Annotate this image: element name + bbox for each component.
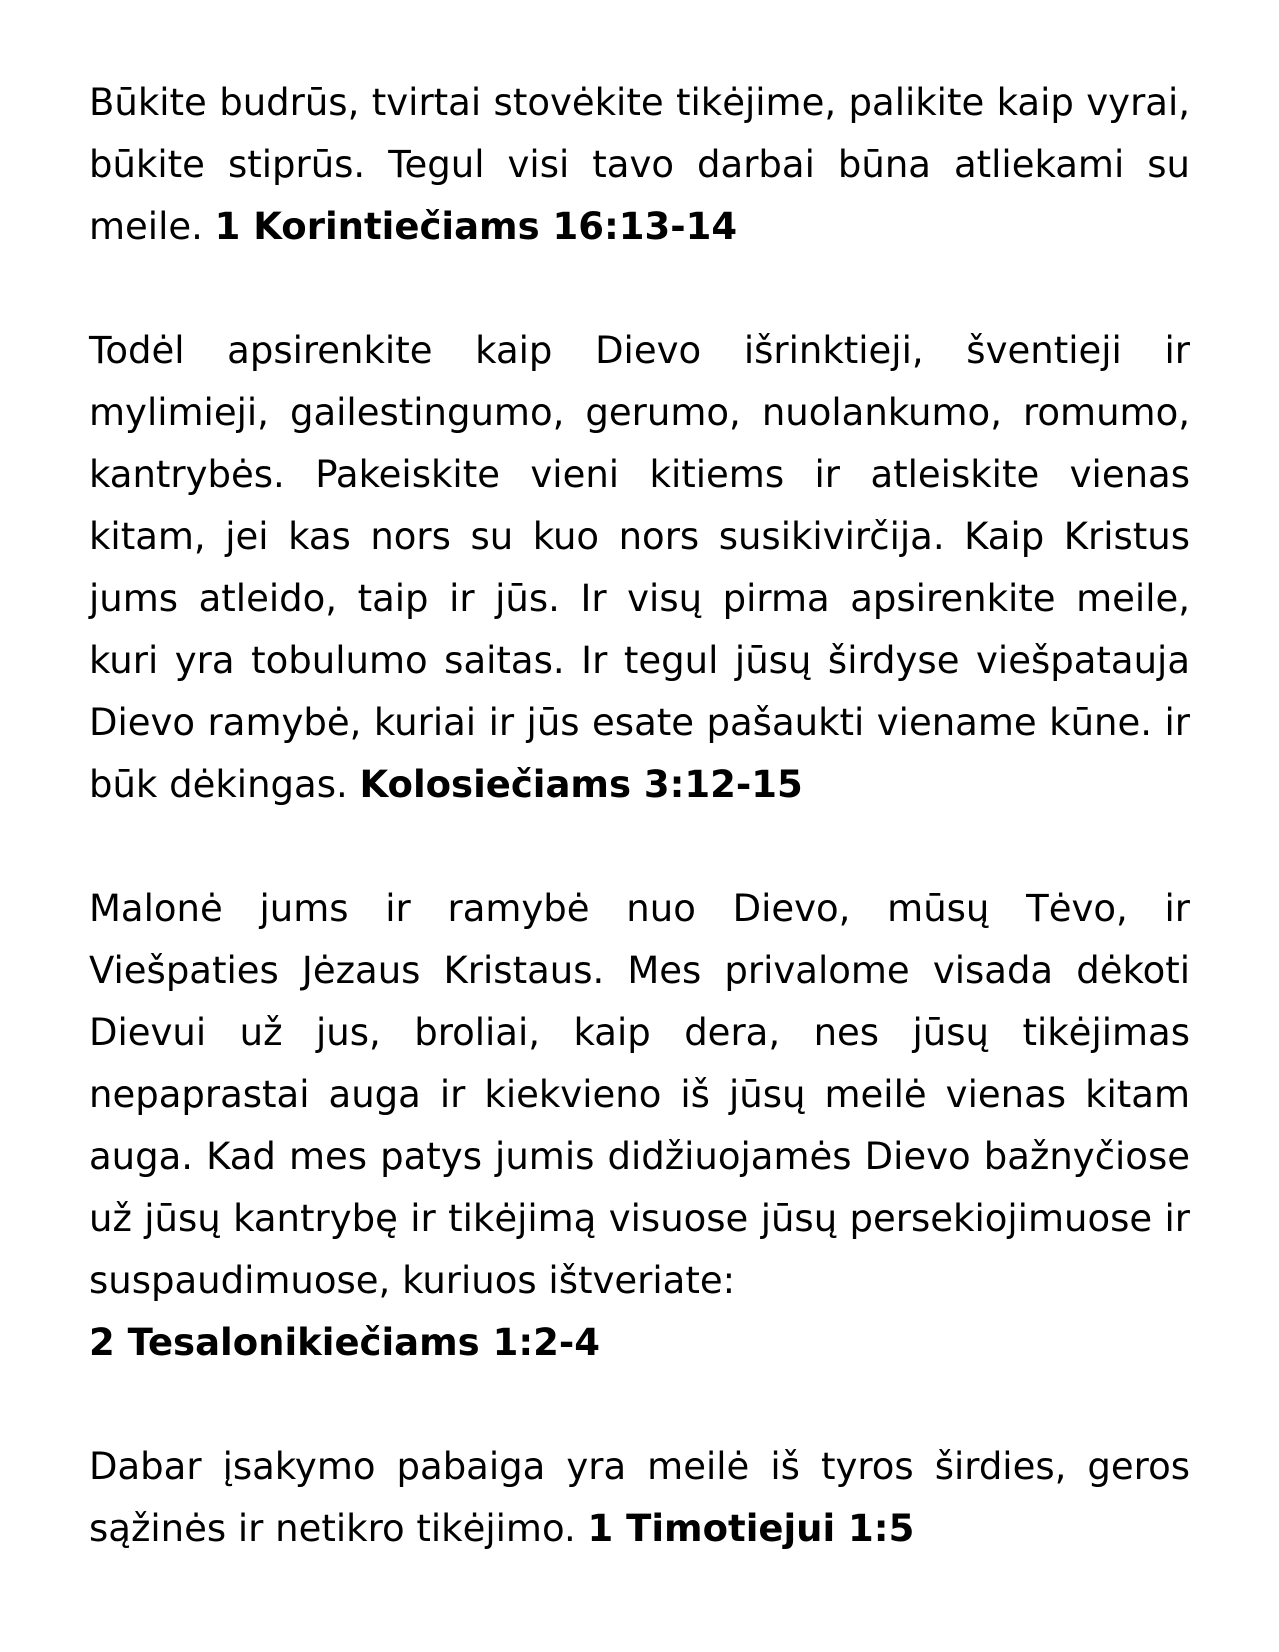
passage-text: Dabar įsakymo pabaiga yra meilė iš tyros širdies, geros sąžinės ir netikro tikėjimo. [89,1445,1190,1550]
passage-paragraph [89,878,1190,1374]
document-page [89,72,1190,1622]
passage-text: Malonė jums ir ramybė nuo Dievo, mūsų Tėvo, ir Viešpaties Jėzaus Kristaus. Mes privalome visada dėkoti Dievui už jus, broliai, kaip dera, nes jūsų tikėjimas nepaprastai auga ir kiekvieno iš jūsų meilė vienas kitam auga. Kad mes patys jumis didžiuojamės Dievo bažnyčiose už jūsų kantrybę ir tikėjimą visuose jūsų persekiojimuose ir suspaudimuose, kuriuos ištveriate: [89,887,1190,1302]
passage-paragraph [89,72,1190,258]
scripture-reference: 1 Timotiejui 1:5 [587,1507,915,1550]
passage-text: Todėl apsirenkite kaip Dievo išrinktieji, šventieji ir mylimieji, gailestingumo, gerumo, nuolankumo, romumo, kantrybės. Pakeiskite vieni kitiems ir atleiskite vienas kitam, jei kas nors su kuo nors susikivirčija. Kaip Kristus jums atleido, taip ir jūs. Ir visų pirma apsirenkite meile, kuri yra tobulumo saitas. Ir tegul jūsų širdyse viešpatauja Dievo ramybė, kuriai ir jūs esate pašaukti viename kūne. ir būk dėkingas. [89,329,1190,806]
scripture-reference: Kolosiečiams 3:12-15 [359,763,803,806]
passage-paragraph [89,1436,1190,1560]
passage-text: Būkite budrūs, tvirtai stovėkite tikėjime, palikite kaip vyrai, būkite stiprūs. Tegul visi tavo darbai būna atliekami su meile. [89,81,1190,248]
scripture-reference: 2 Tesalonikiečiams 1:2-4 [89,1321,600,1364]
scripture-reference: 1 Korintiečiams 16:13-14 [214,205,738,248]
passage-paragraph [89,320,1190,816]
